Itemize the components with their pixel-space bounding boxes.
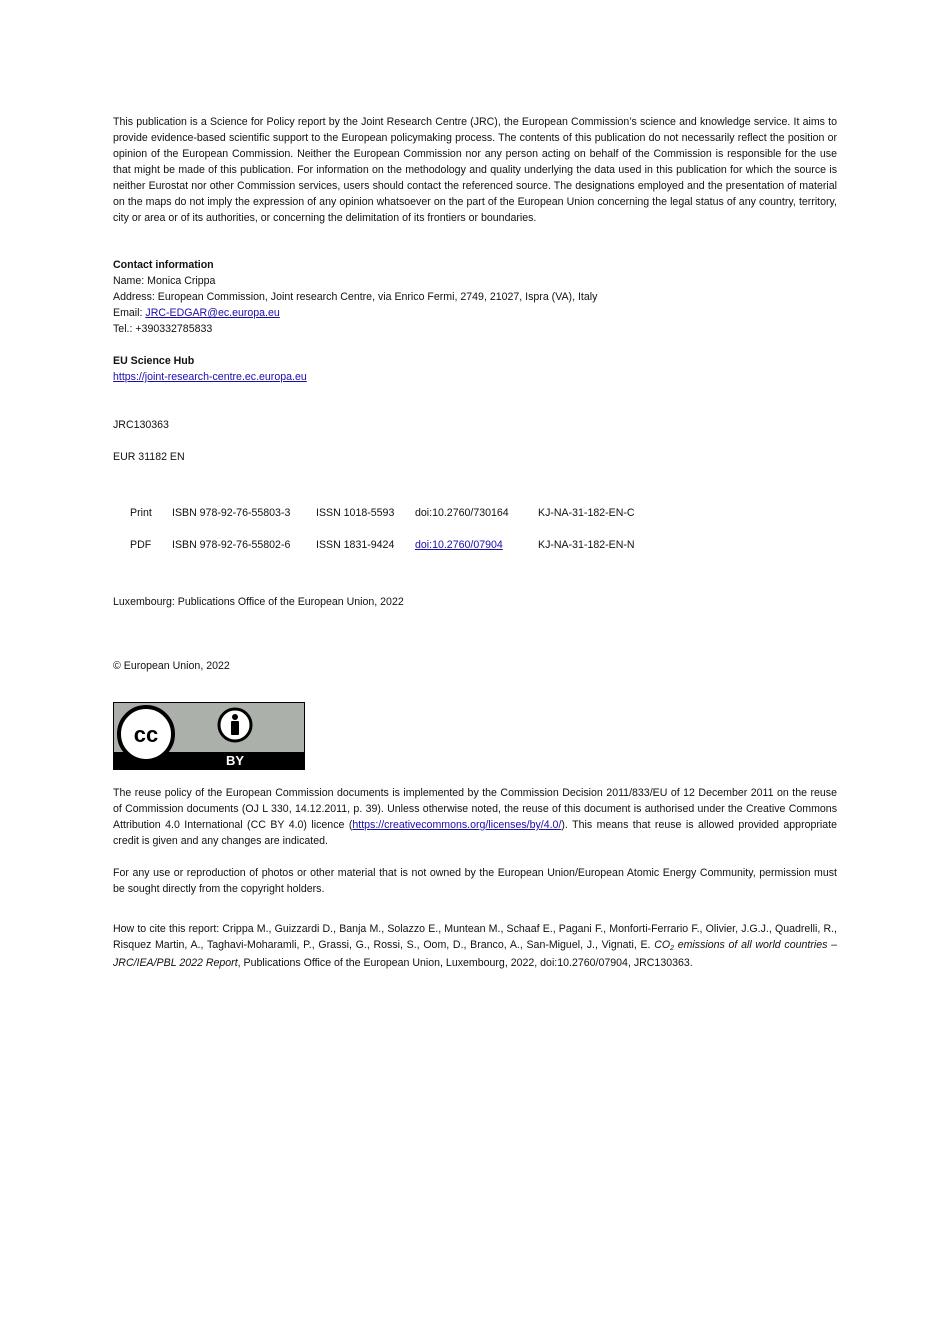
pub-format: Print	[130, 507, 152, 519]
pub-doi-link[interactable]: doi:10.2760/07904	[415, 539, 503, 551]
publication-row-pdf	[130, 537, 658, 553]
eur-id: EUR 31182 EN	[113, 451, 185, 463]
cc-by-license-badge	[113, 702, 305, 770]
cc-label: cc	[133, 722, 159, 747]
pub-isbn: ISBN 978-92-76-55803-3	[172, 507, 291, 519]
pub-isbn: ISBN 978-92-76-55802-6	[172, 539, 291, 551]
license-link[interactable]: https://creativecommons.org/licenses/by/4.0/	[352, 819, 562, 831]
reuse-paragraph: The reuse policy of the European Commission documents is implemented by the Commission Decision 2011/833/EU of 12 December 2011 on the reuse of Commission documents (OJ L 330, 14.12.2011, p. 39). Unless otherwise noted, the reuse of this document is authorised under the Creative Commons Attribution 4.0 International (CC BY 4.0) licence (https://creativecommons.org/licenses/by/4.0/). This means that reuse is allowed provided appropriate credit is given and any changes are indicated.	[113, 787, 837, 847]
contact-tel: Tel.: +390332785833	[113, 323, 213, 335]
hub-link[interactable]: https://joint-research-centre.ec.europa.eu	[113, 371, 307, 383]
copyright: © European Union, 2022	[113, 660, 230, 672]
intro-paragraph: This publication is a Science for Policy report by the Joint Research Centre (JRC), the European Commission’s science and knowledge service. It aims to provide evidence-based scientific support to the European policymaking process. The contents of this publication do not necessarily reflect the position or opinion of the European Commission. Neither the European Commission nor any person acting on behalf of the Commission is responsible for the use that might be made of this publication. For information on the methodology and quality underlying the data used in this publication for which the source is neither Eurostat nor other Commission services, users should contact the referenced source. The designations employed and the presentation of material on the maps do not imply the expression of any opinion whatsoever on the part of the European Union concerning the legal status of any country, territory, city or area or of its authorities, or concerning the delimitation of its frontiers or boundaries.	[113, 116, 837, 224]
hub-section	[113, 353, 837, 385]
contact-heading: Contact information	[113, 259, 214, 271]
pub-catalogue: KJ-NA-31-182-EN-C	[538, 507, 635, 519]
permission-paragraph: For any use or reproduction of photos or other material that is not owned by the European Union/European Atomic Energy Community, permission must be sought directly from the copyright holders.	[113, 867, 837, 895]
contact-email-link[interactable]: JRC-EDGAR@ec.europa.eu	[145, 307, 280, 319]
contact-section	[113, 257, 837, 337]
contact-email-label: Email:	[113, 307, 146, 319]
hub-heading: EU Science Hub	[113, 355, 195, 367]
publication-row-print	[130, 505, 658, 521]
by-label: BY	[225, 753, 245, 768]
pub-issn: ISSN 1018-5593	[316, 507, 395, 519]
contact-name: Name: Monica Crippa	[113, 275, 216, 287]
report-title: $CO_2$ emissions of all world countries – JRC/IEA/PBL 2022 Report	[113, 939, 837, 969]
jrc-id: JRC130363	[113, 419, 169, 431]
publisher: Luxembourg: Publications Office of the European Union, 2022	[113, 596, 404, 608]
contact-address: Address: European Commission, Joint research Centre, via Enrico Fermi, 2749, 21027, Ispra (VA), Italy	[113, 291, 598, 303]
pub-issn: ISSN 1831-9424	[316, 539, 395, 551]
pub-doi: doi:10.2760/730164	[415, 507, 509, 519]
citation-paragraph: How to cite this report: Crippa M., Guizzardi D., Banja M., Solazzo E., Muntean M., Schaaf E., Pagani F., Monforti-Ferrario F., Olivier, J.G.J., Quadrelli, R., Risquez Martin, A., Taghavi-Moharamli, P., Grassi, G., Rossi, S., Oom, D., Branco, A., San-Miguel, J., Vignati, E. $CO_2$ emissions of all world countries – JRC/IEA/PBL 2022 Report, Publications Office of the European Union, Luxembourg, 2022, doi:10.2760/07904, JRC130363.	[113, 923, 837, 969]
pub-catalogue: KJ-NA-31-182-EN-N	[538, 539, 635, 551]
contact-email-line	[113, 305, 837, 321]
pub-format: PDF	[130, 539, 152, 551]
